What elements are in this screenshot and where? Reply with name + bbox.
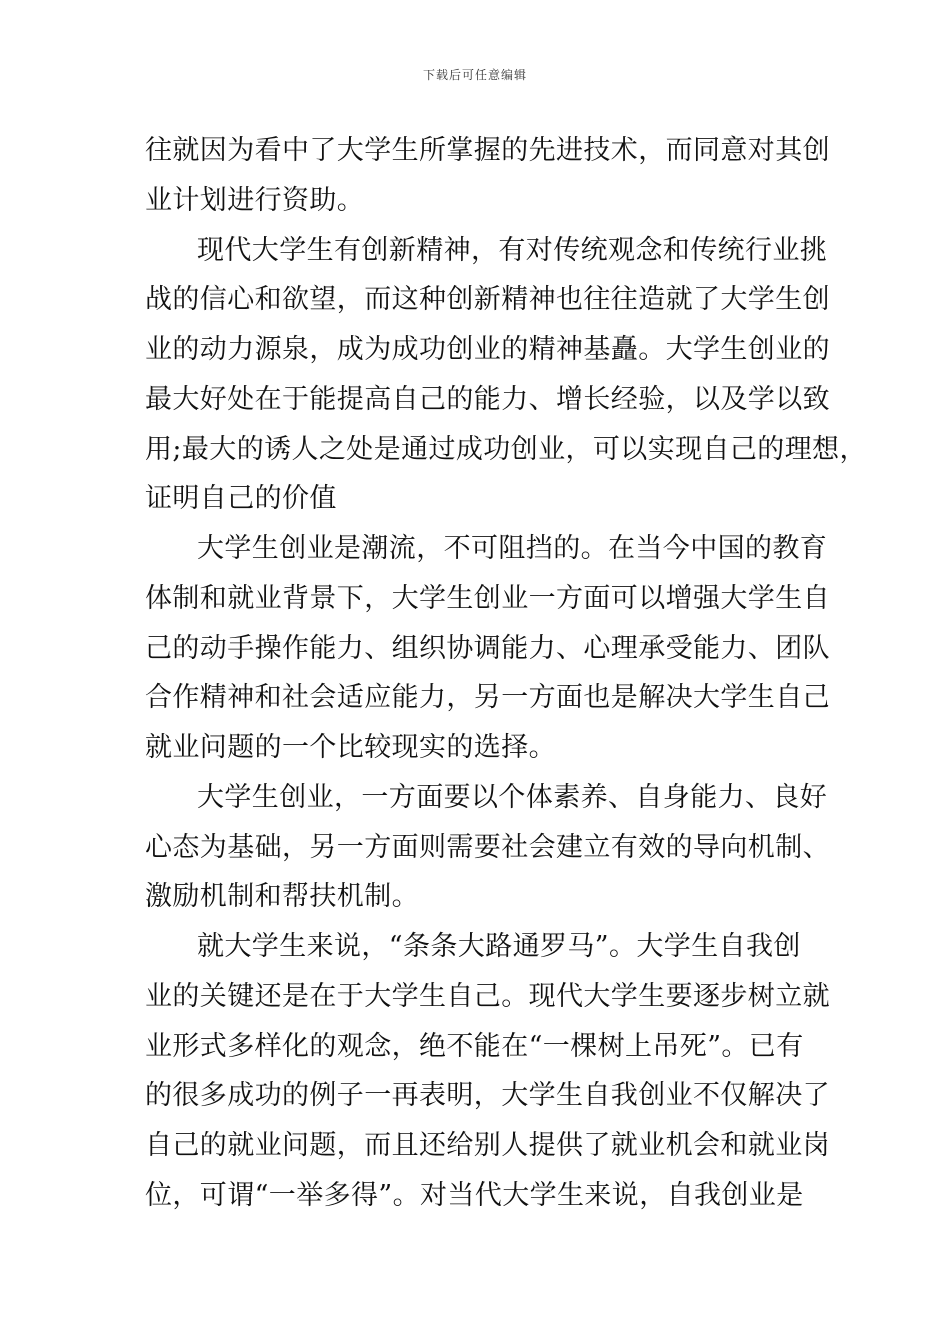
text-line: 心态为基础，另一方面则需要社会建立有效的导向机制、	[145, 831, 830, 863]
text-line: 最大好处在于能提高自己的能力、增长经验，以及学以致	[145, 383, 830, 415]
text-line: 就业问题的一个比较现实的选择。	[145, 732, 556, 763]
text-line: 激励机制和帮扶机制。	[145, 881, 419, 913]
text-line: 大学生创业，一方面要以个体素养、自身能力、良好	[197, 781, 828, 813]
text-line: 业的关键还是在于大学生自己。现代大学生要逐步树立就	[145, 980, 830, 1012]
text-line: 自己的就业问题，而且还给别人提供了就业机会和就业岗	[145, 1130, 830, 1161]
text-line: 合作精神和社会适应能力，另一方面也是解决大学生自己	[145, 682, 830, 714]
page-header: 下载后可任意编辑	[422, 68, 527, 82]
text-line: 战的信心和欲望，而这种创新精神也往往造就了大学生创	[145, 284, 830, 316]
text-line: 就大学生来说，“条条大路通罗马”。大学生自我创	[197, 931, 801, 962]
text-line: 用;最大的诱人之处是通过成功创业，可以实现自己的理想，	[145, 433, 867, 465]
text-line: 己的动手操作能力、组织协调能力、心理承受能力、团队	[145, 632, 830, 664]
text-line: 现代大学生有创新精神，有对传统观念和传统行业挑	[197, 234, 828, 266]
text-line: 的很多成功的例子一再表明，大学生自我创业不仅解决了	[145, 1080, 830, 1112]
text-line: 大学生创业是潮流，不可阻挡的。在当今中国的教育	[197, 533, 828, 564]
text-line: 往就因为看中了大学生所掌握的先进技术，而同意对其创	[145, 135, 830, 166]
text-line: 证明自己的价值	[145, 483, 337, 515]
text-line: 业计划进行资助。	[145, 184, 365, 216]
text-line: 位，可谓“一举多得”。对当代大学生来说，自我创业是	[145, 1179, 804, 1211]
text-line: 体制和就业背景下，大学生创业一方面可以增强大学生自	[145, 582, 830, 614]
text-line: 业形式多样化的观念，绝不能在“一棵树上吊死”。已有	[145, 1030, 804, 1062]
body-text	[145, 126, 867, 1221]
text-line: 业的动力源泉，成为成功创业的精神基矗。大学生创业的	[145, 334, 830, 365]
